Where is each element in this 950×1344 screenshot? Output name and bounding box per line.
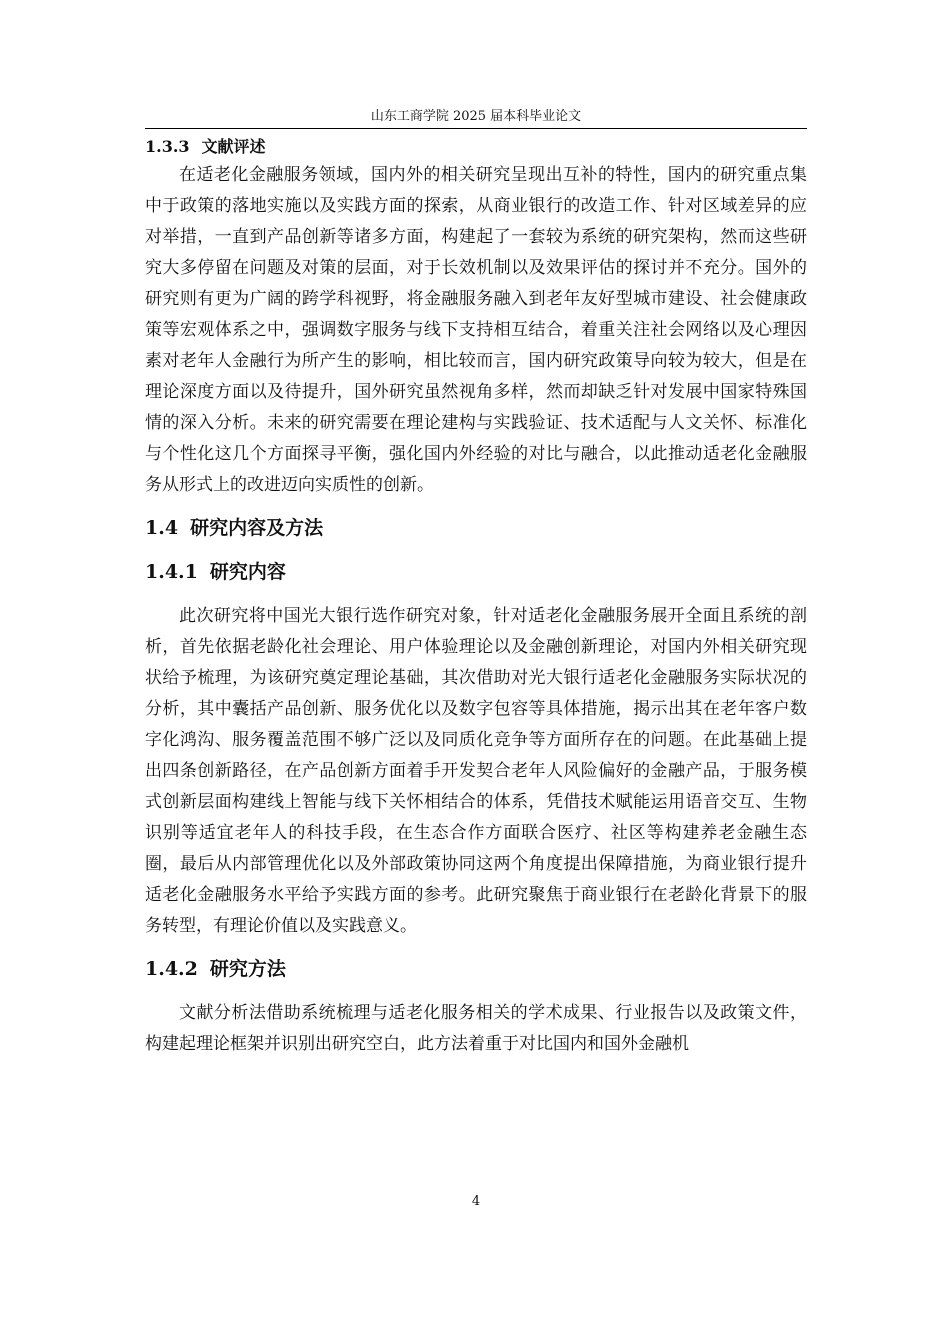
section-title: 研究方法	[209, 958, 286, 980]
section-heading-1-4-1	[145, 557, 807, 587]
section-number: 1.3.3	[145, 137, 190, 156]
section-heading-1-4-2	[145, 954, 807, 984]
section-heading-1-3-3	[145, 134, 807, 160]
running-header: 山东工商学院 2025 届本科毕业论文	[370, 109, 582, 124]
header-rule	[145, 128, 807, 129]
section-number: 1.4	[145, 517, 179, 539]
section-title: 研究内容	[209, 561, 286, 583]
paragraph-research-content: 此次研究将中国光大银行选作研究对象，针对适老化金融服务展开全面且系统的剖析，首先依据老龄化社会理论、用户体验理论以及金融创新理论，对国内外相关研究现状给予梳理，为该研究奠定理论基础，其次借助对光大银行适老化金融服务实际状况的分析，其中囊括产品创新、服务优化以及数字包容等具体措施，揭示出其在老年客户数字化鸿沟、服务覆盖范围不够广泛以及同质化竞争等方面所存在的问题。在此基础上提出四条创新路径，在产品创新方面着手开发契合老年人风险偏好的金融产品，于服务模式创新层面构建线上智能与线下关怀相结合的体系，凭借技术赋能运用语音交互、生物识别等适宜老年人的科技手段，在生态合作方面联合医疗、社区等构建养老金融生态圈，最后从内部管理优化以及外部政策协同这两个角度提出保障措施，为商业银行提升适老化金融服务水平给予实践方面的参考。此研究聚焦于商业银行在老龄化背景下的服务转型，有理论价值以及实践意义。	[145, 606, 807, 936]
paragraph-literature-review: 在适老化金融服务领域，国内外的相关研究呈现出互补的特性，国内的研究重点集中于政策的落地实施以及实践方面的探索，从商业银行的改造工作、针对区域差异的应对举措，一直到产品创新等诸多方面，构建起了一套较为系统的研究架构，然而这些研究大多停留在问题及对策的层面，对于长效机制以及效果评估的探讨并不充分。国外的研究则有更为广阔的跨学科视野，将金融服务融入到老年友好型城市建设、社会健康政策等宏观体系之中，强调数字服务与线下支持相互结合，着重关注社会网络以及心理因素对老年人金融行为所产生的影响，相比较而言，国内研究政策导向较为较大，但是在理论深度方面以及待提升，国外研究虽然视角多样，然而却缺乏针对发展中国家特殊国情的深入分析。未来的研究需要在理论建构与实践验证、技术适配与人文关怀、标准化与个性化这几个方面探寻平衡，强化国内外经验的对比与融合，以此推动适老化金融服务从形式上的改进迈向实质性的创新。	[145, 165, 807, 495]
paragraph-research-methods: 文献分析法借助系统梳理与适老化服务相关的学术成果、行业报告以及政策文件，构建起理论框架并识别出研究空白，此方法着重于对比国内和国外金融机	[145, 1003, 807, 1054]
section-title: 研究内容及方法	[190, 517, 324, 539]
section-heading-1-4	[145, 513, 807, 543]
section-number: 1.4.1	[145, 561, 198, 583]
page-body	[145, 134, 807, 1060]
page-number: 4	[471, 1194, 481, 1209]
section-title: 文献评述	[201, 137, 266, 156]
section-number: 1.4.2	[145, 958, 198, 980]
